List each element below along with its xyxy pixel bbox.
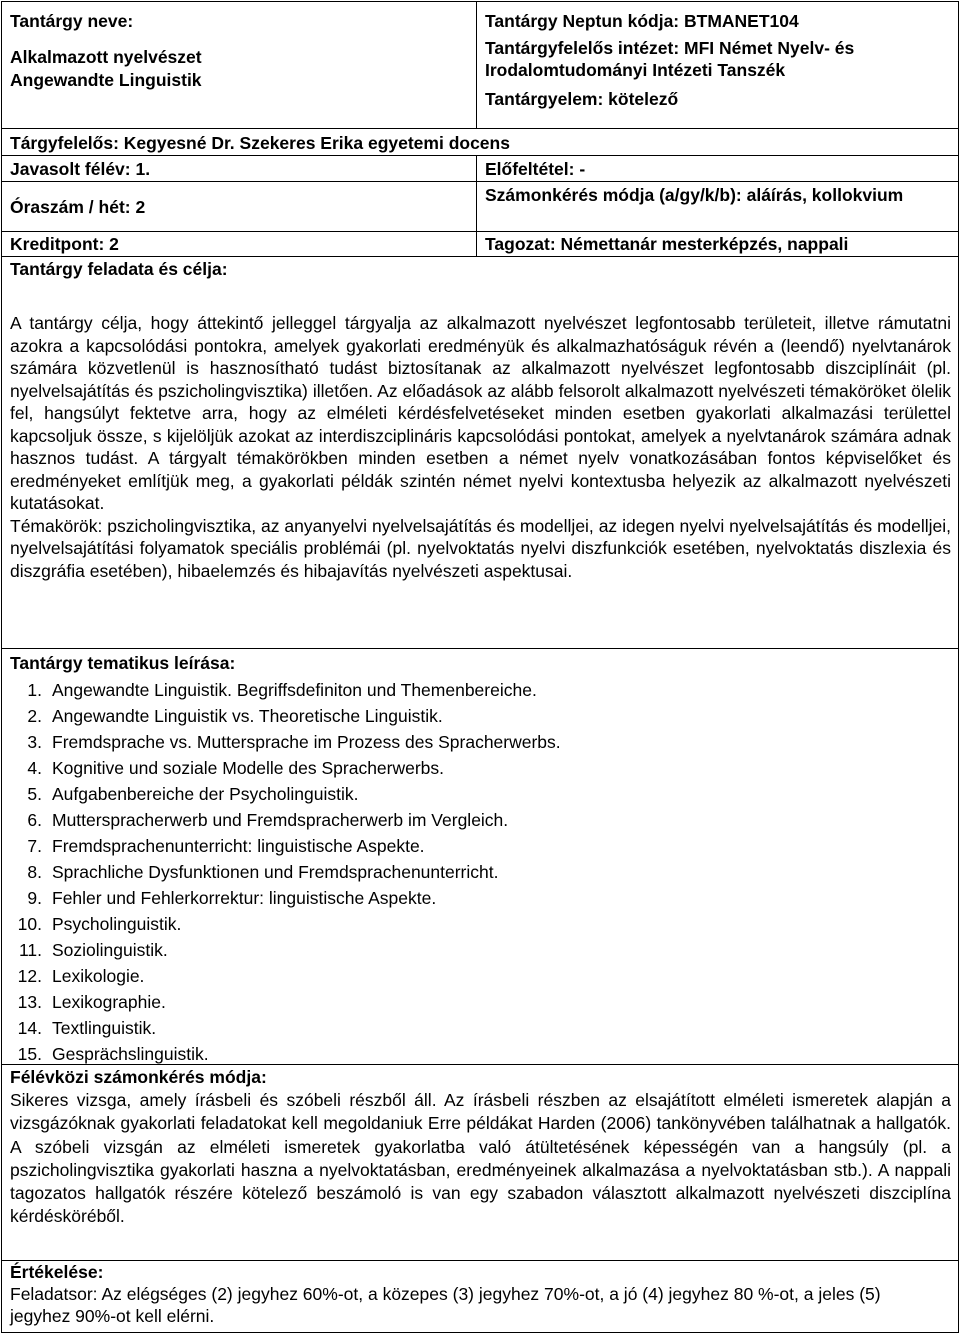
topic-item: 1. Angewandte Linguistik. Begriffsdefiniton und Themenbereiche. bbox=[27, 680, 537, 700]
midterm-heading: Félévközi számonkérés módja: bbox=[10, 1067, 267, 1087]
semester-cell bbox=[2, 156, 477, 181]
topic-item: 7. Fremdsprachenunterricht: linguistische Aspekte. bbox=[27, 836, 425, 856]
topic-item: 10. Psycholinguistik. bbox=[17, 914, 182, 934]
topic-item: 5. Aufgabenbereiche der Psycholinguistik. bbox=[27, 784, 359, 804]
hours-row bbox=[2, 182, 958, 232]
topic-item: 8. Sprachliche Dysfunktionen und Fremdsprachenunterricht. bbox=[27, 862, 499, 882]
neptun-code: Tantárgy Neptun kódja: BTMANET104 bbox=[485, 11, 799, 31]
task-paragraph-1: A tantárgy célja, hogy áttekintő jelleggel tárgyalja az alkalmazott nyelvészet legfontosabb területeit, illetve rámutatni azokra a kapcsolódási pontokra, amelyek gyakorlati eredményük és alkalmazhatóságuk révén a (leendő) nyelvtanárok számára közvetlenül is hasznosítható tudást biztosítanak az alkalmazott nyelvészet legfontosabb diszciplínáit (pl. nyelvelsajátítás és pszicholingvisztika) illetően. Az előadások az alább felsorolt alkalmazott nyelvészeti témaköröket ölelik fel, hangsúlyt fektetve arra, hogy az elméleti kérdésfelvetéseket minden esetben gyakorlati alkalmazási területtel kapcsoljuk össze, s kijelöljük azokat az interdiszciplináris kapcsolódási pontokat, amelyek a nyelvtanárok számára adnak hasznos tudást. A tárgyalt témakörökben minden esetben a német nyelv vonatkozásában fontos képviselőket és eredményeket említjük meg, a gyakorlati példák szintén német nyelvi kontextusba helyezik az alkalmazott nyelvészeti kutatásokat. bbox=[10, 313, 951, 513]
topics-heading: Tantárgy tematikus leírása: bbox=[10, 653, 236, 673]
course-datasheet bbox=[1, 1, 959, 1333]
responsible-person: Tárgyfelelős: Kegyesné Dr. Szekeres Erika egyetemi docens bbox=[10, 133, 510, 153]
prerequisite-cell bbox=[477, 156, 958, 181]
subject-name-hu: Alkalmazott nyelvészet bbox=[10, 47, 202, 67]
responsible-row bbox=[2, 129, 958, 156]
grading-heading: Értékelése: bbox=[10, 1262, 104, 1282]
topic-item: 2. Angewandte Linguistik vs. Theoretische Linguistik. bbox=[27, 706, 443, 726]
midterm-text: Sikeres vizsga, amely írásbeli és szóbeli részből áll. Az írásbeli részben az elsajátított elméleti ismeretek alapján a vizsgázóknak gyakorlati feladatokat kell megoldaniuk Erre példákat Harden (2006) tankönyvében találhatnak a hallgatók. A szóbeli vizsgán az elméleti ismeretek gyakorlatba való átültetésének képességén van a hangsúly (pl. a pszicholingvisztika gyakorlati haszna a nyelvoktatásban, eredményeinek alkalmazása a nyelvoktatásban stb.). A nappali tagozatos hallgatók részére kötelező beszámoló is van egy szabadon választott alkalmazott nyelvészeti diszciplína kérdésköréből. bbox=[10, 1090, 951, 1227]
credits-row bbox=[2, 232, 958, 257]
topic-item: 11. Soziolinguistik. bbox=[18, 940, 168, 960]
assessment-mode: Számonkérés módja (a/gy/k/b): aláírás, kollokvium bbox=[485, 185, 904, 205]
subject-element: Tantárgyelem: kötelező bbox=[485, 89, 679, 109]
hours-cell bbox=[2, 182, 477, 231]
topic-item: 13. Lexikographie. bbox=[17, 992, 166, 1012]
responsible-institute: Tantárgyfelelős intézet: MFI Német Nyelv- és Irodalomtudományi Intézeti Tanszék bbox=[485, 38, 855, 80]
midterm-section bbox=[2, 1064, 958, 1260]
task-heading: Tantárgy feladata és célja: bbox=[10, 259, 228, 279]
topic-item: 9. Fehler und Fehlerkorrektur: linguistische Aspekte. bbox=[27, 888, 437, 908]
topic-item: 4. Kognitive und soziale Modelle des Spracherwerbs. bbox=[27, 758, 445, 778]
assessment-cell bbox=[477, 182, 958, 231]
subject-name-label: Tantárgy neve: bbox=[10, 11, 134, 31]
topic-item: 15. Gesprächslinguistik. bbox=[17, 1044, 209, 1064]
subject-name-de: Angewandte Linguistik bbox=[10, 70, 202, 90]
credit-points: Kreditpont: 2 bbox=[10, 234, 119, 254]
recommended-semester: Javasolt félév: 1. bbox=[10, 159, 151, 179]
task-paragraph-2: Témakörök: pszicholingvisztika, az anyanyelvi nyelvelsajátítás és modelljei, az idegen nyelvi nyelvelsajátítás és modelljei, nyelvelsajátítási folyamatok speciális problémái (pl. nyelvoktatás nyelvi diszfunkciók esetében, nyelvoktatás diszlexia és diszgráfia esetében), hibaelemzés és hibajavítás nyelvészeti aspektusai. bbox=[10, 515, 951, 581]
program-cell bbox=[477, 232, 958, 256]
topic-item: 12. Lexikologie. bbox=[17, 966, 145, 986]
prerequisite: Előfeltétel: - bbox=[485, 159, 586, 179]
topics-section bbox=[2, 648, 958, 1064]
header-row bbox=[2, 2, 958, 129]
topics-list bbox=[10, 677, 951, 1067]
subject-meta-cell bbox=[477, 2, 958, 128]
grading-text: Feladatsor: Az elégséges (2) jegyhez 60%-ot, a közepes (3) jegyhez 70%-ot, a jó (4) jegyhez 80 %-ot, a jeles (5) jegyhez 90%-ot kell elérni. bbox=[10, 1284, 881, 1326]
topic-item: 3. Fremdsprache vs. Muttersprache im Prozess des Spracherwerbs. bbox=[27, 732, 561, 752]
semester-row bbox=[2, 156, 958, 182]
grading-section bbox=[2, 1260, 958, 1332]
task-section bbox=[2, 257, 958, 647]
credits-cell bbox=[2, 232, 477, 256]
topic-item: 6. Mutterspracherwerb und Fremdspracherwerb im Vergleich. bbox=[27, 810, 509, 830]
subject-name-cell bbox=[2, 2, 477, 128]
weekly-hours: Óraszám / hét: 2 bbox=[10, 196, 146, 217]
topic-item: 14. Textlinguistik. bbox=[17, 1018, 157, 1038]
program: Tagozat: Némettanár mesterképzés, nappali bbox=[485, 234, 849, 254]
